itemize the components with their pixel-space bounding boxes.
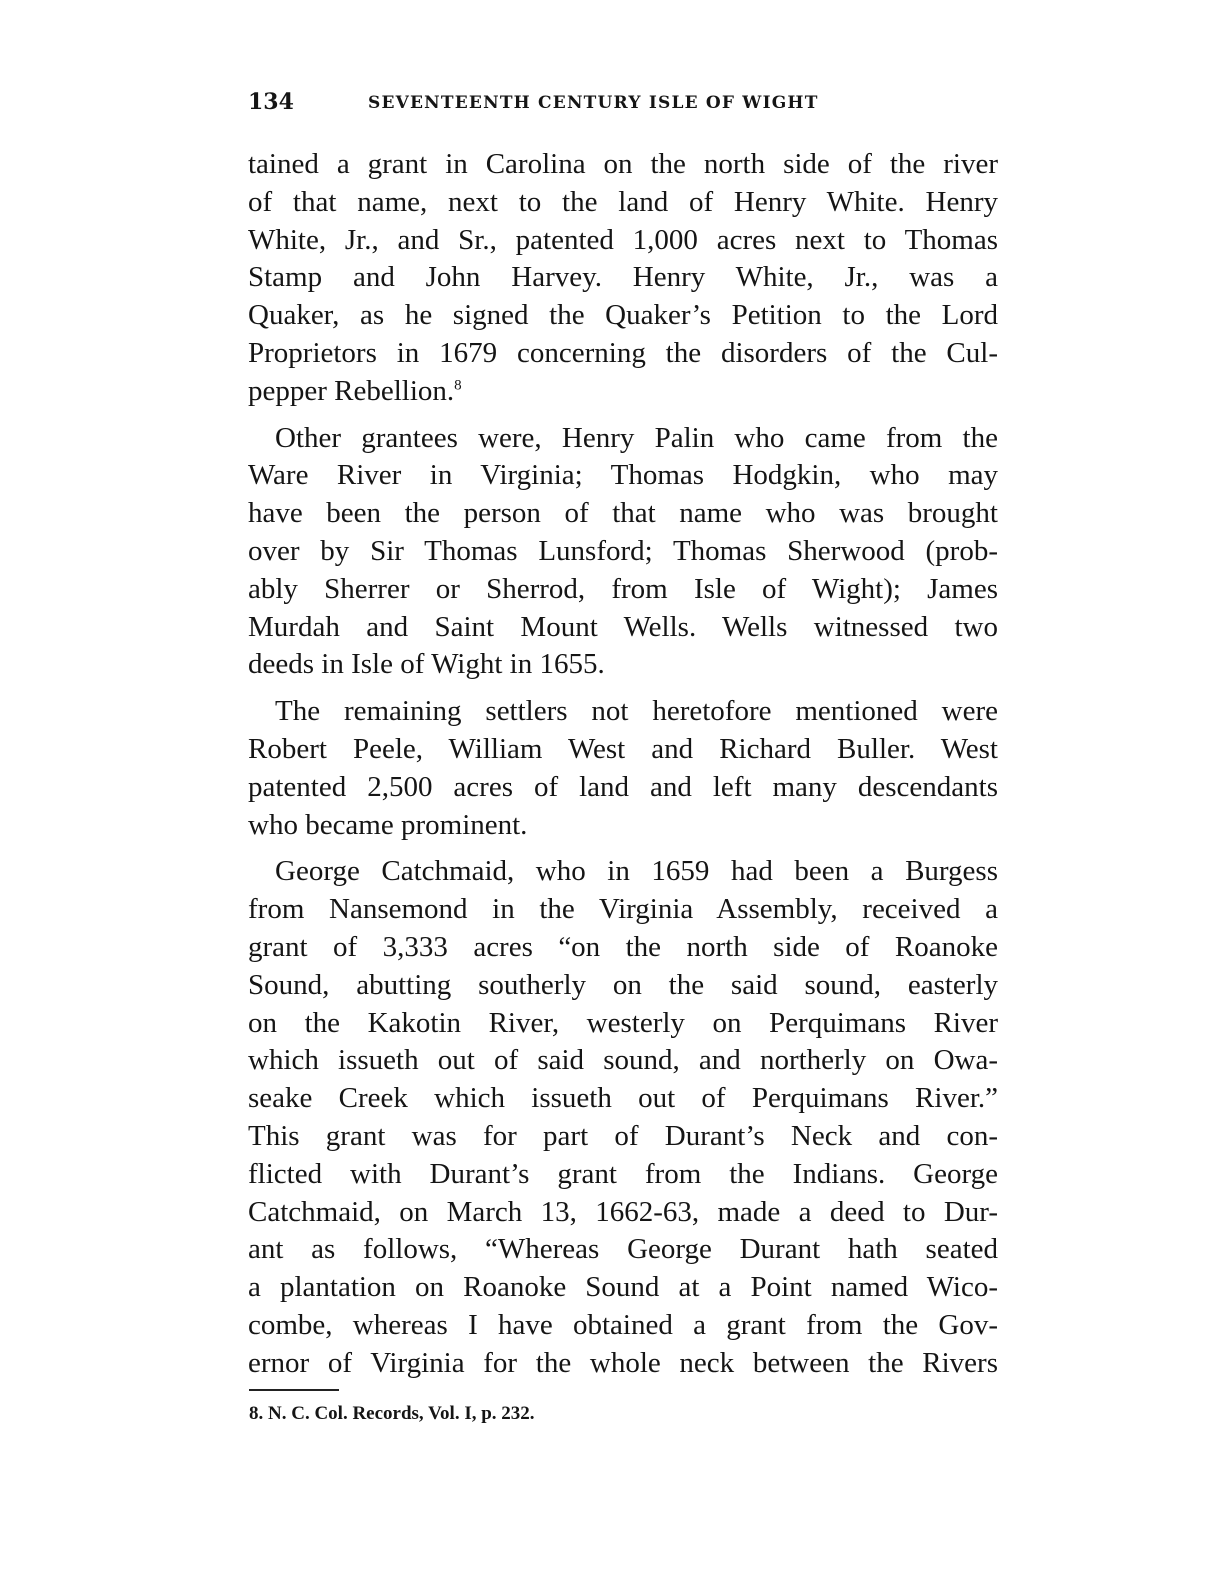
paragraph-1 [248, 146, 998, 411]
text-line: grant of 3,333 acres “on the north side of Roanoke [248, 930, 998, 963]
text-line: seake Creek which issueth out of Perquimans River.” [248, 1082, 998, 1115]
text-line: flicted with Durant’s grant from the Indians. George [248, 1157, 998, 1190]
page-number: 134 [248, 89, 294, 115]
text-line: Robert Peele, William West and Richard Buller. West [248, 732, 998, 765]
text-line: Ware River in Virginia; Thomas Hodgkin, who may [248, 459, 998, 492]
body-text [248, 146, 998, 1383]
running-title: SEVENTEENTH CENTURY ISLE OF WIGHT [368, 93, 819, 113]
text-line: This grant was for part of Durant’s Neck and con- [248, 1119, 998, 1152]
text-line: from Nansemond in the Virginia Assembly, received a [248, 893, 998, 926]
text-line: Stamp and John Harvey. Henry White, Jr., was a [248, 261, 998, 294]
text-line-content: pepper Rebellion. [248, 374, 455, 407]
text-line: ernor of Virginia for the whole neck between the Rivers [248, 1346, 998, 1379]
text-line: Sound, abutting southerly on the said sound, easterly [248, 968, 998, 1001]
text-line: over by Sir Thomas Lunsford; Thomas Sherwood (prob- [248, 534, 998, 567]
text-line [248, 373, 998, 411]
running-head [248, 88, 1000, 120]
paragraph-4 [248, 853, 998, 1382]
text-line: combe, whereas I have obtained a grant from the Gov- [248, 1308, 998, 1341]
text-line: who became prominent. [248, 808, 528, 841]
paragraph-3 [248, 693, 998, 844]
text-line: White, Jr., and Sr., patented 1,000 acres next to Thomas [248, 223, 998, 256]
text-line: which issueth out of said sound, and northerly on Owa- [248, 1044, 998, 1077]
text-line: Catchmaid, on March 13, 1662-63, made a deed to Dur- [248, 1195, 998, 1228]
text-line: The remaining settlers not heretofore mentioned were [275, 695, 998, 728]
footnote-reference: 8 [454, 377, 462, 394]
text-line: ably Sherrer or Sherrod, from Isle of Wight); James [248, 572, 998, 605]
text-line: on the Kakotin River, westerly on Perquimans River [248, 1006, 998, 1039]
text-line: tained a grant in Carolina on the north side of the river [248, 148, 998, 180]
text-line: ant as follows, “Whereas George Durant hath seated [248, 1233, 998, 1266]
text-line: Quaker, as he signed the Quaker’s Petition to the Lord [248, 299, 998, 332]
text-line: George Catchmaid, who in 1659 had been a Burgess [275, 855, 998, 888]
text-line: a plantation on Roanoke Sound at a Point named Wico- [248, 1271, 998, 1304]
text-line: patented 2,500 acres of land and left many descendants [248, 770, 998, 803]
text-line: deeds in Isle of Wight in 1655. [248, 648, 605, 681]
footnote: 8. N. C. Col. Records, Vol. I, p. 232. [249, 1403, 535, 1424]
footnote-rule [249, 1389, 339, 1391]
text-line: Murdah and Saint Mount Wells. Wells witnessed two [248, 610, 998, 643]
text-line: Other grantees were, Henry Palin who came from the [275, 421, 998, 454]
text-line: Proprietors in 1679 concerning the disorders of the Cul- [248, 336, 998, 369]
paragraph-2 [248, 420, 998, 685]
text-line: have been the person of that name who was brought [248, 497, 998, 530]
text-line: of that name, next to the land of Henry White. Henry [248, 185, 998, 218]
